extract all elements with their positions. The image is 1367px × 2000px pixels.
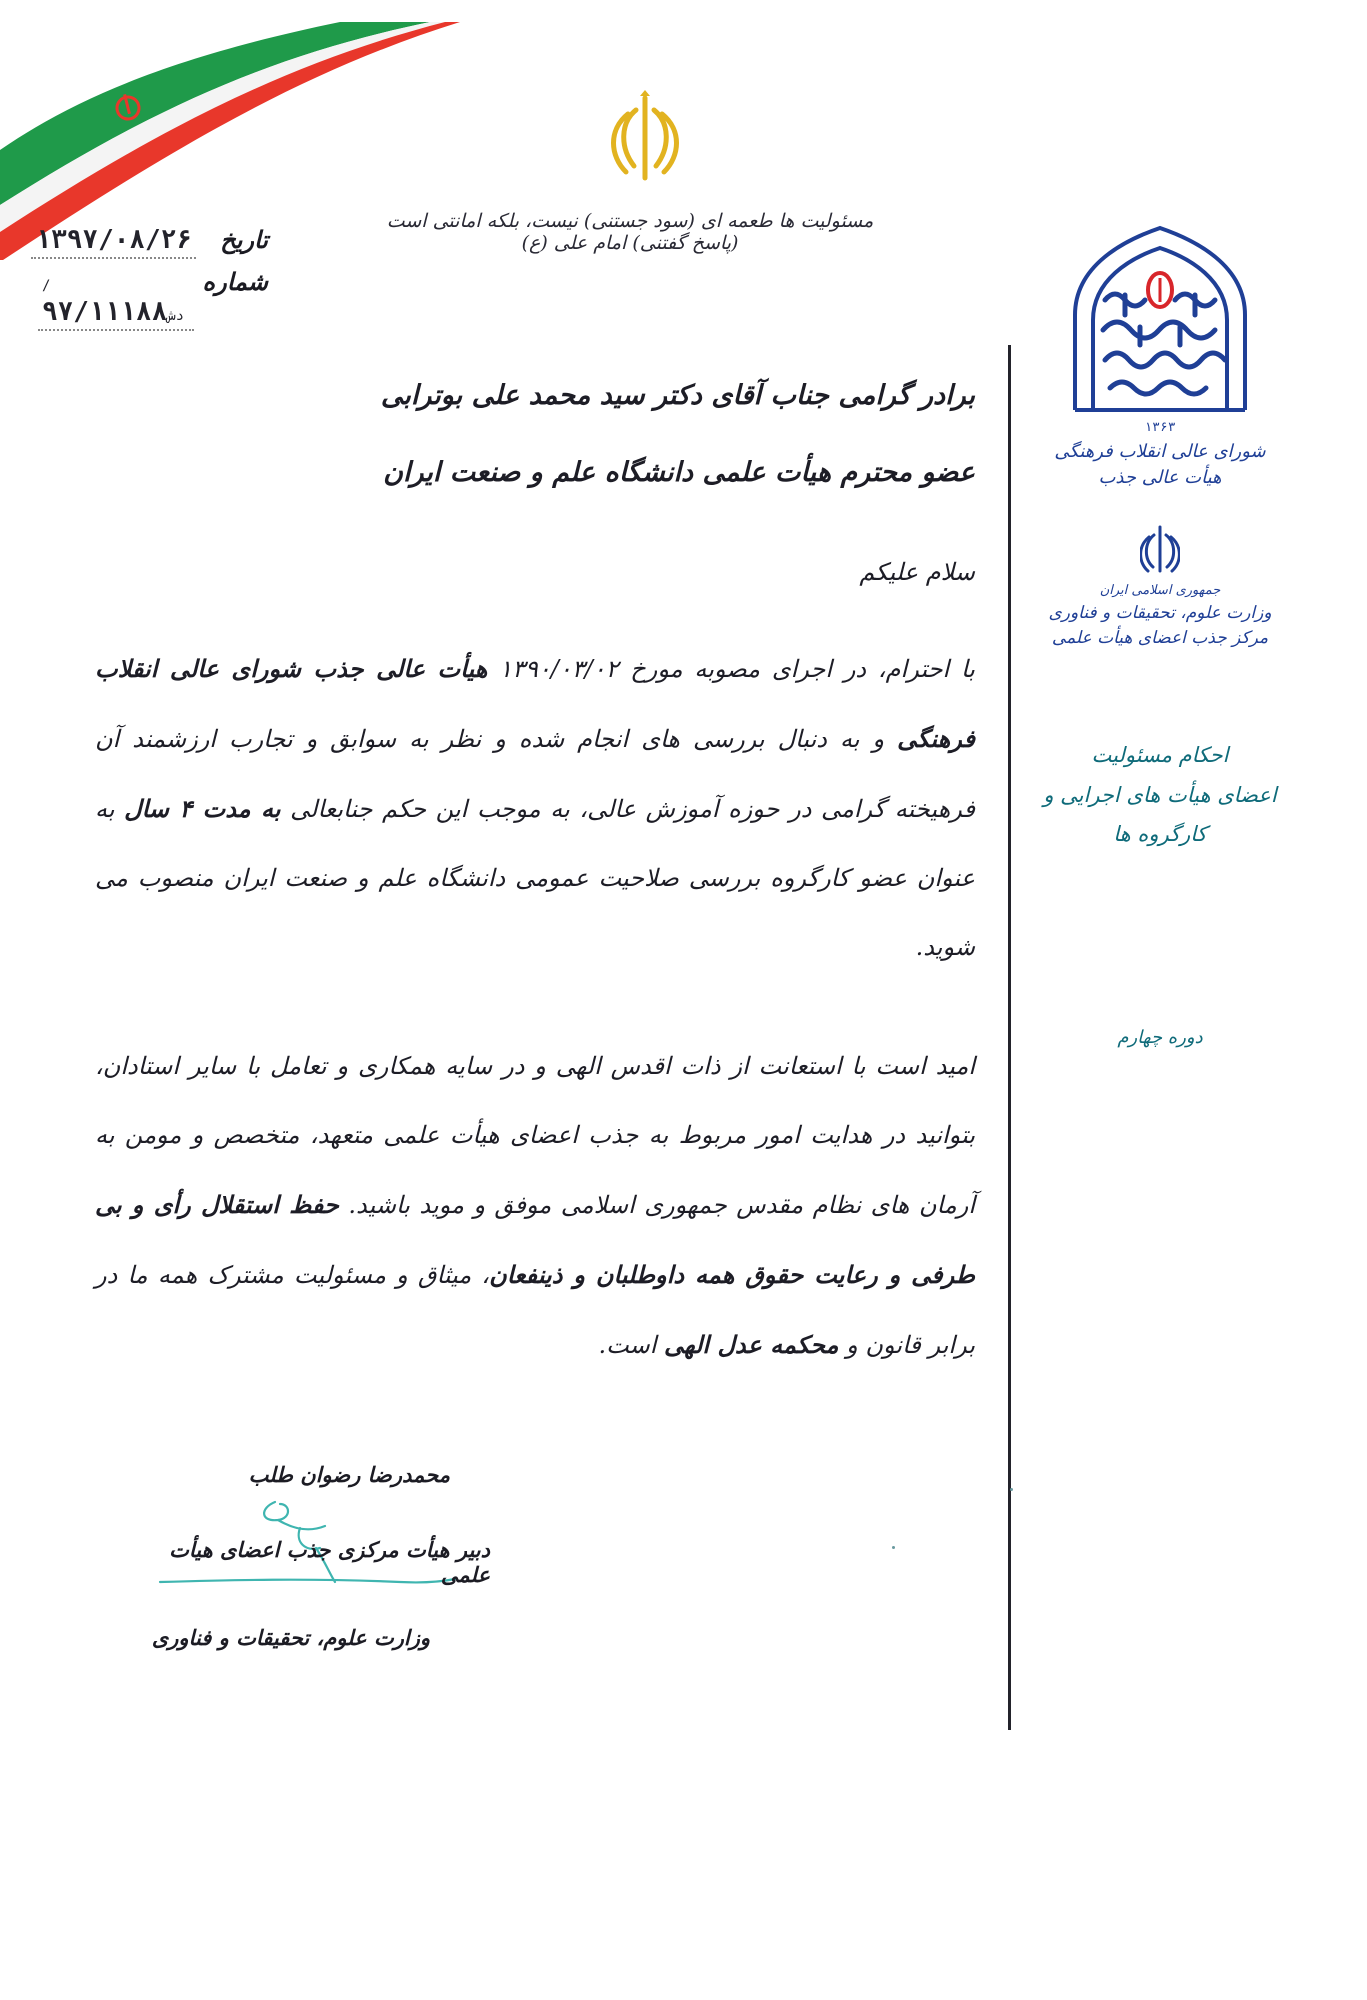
council-name — [1030, 439, 1290, 491]
letter-meta — [35, 225, 268, 339]
number-digits: ۹۷/۱۱۱۸۸ — [42, 297, 168, 327]
scan-speck — [892, 1546, 895, 1549]
salutation: برادر گرامی جناب آقای دکتر سید محمد علی بوترابی — [380, 380, 975, 411]
p2-emphasis-justice: محکمه عدل الهی — [664, 1330, 839, 1359]
ministry-line2: وزارت علوم، تحقیقات و فناوری — [1048, 602, 1272, 623]
date-label: تاریخ — [220, 225, 268, 254]
header-motto: مسئولیت ها طعمه ای (سود جستنی) نیست، بلکه امانتی است (پاسخ گفتنی) امام علی (ع) — [386, 210, 874, 254]
council-name-line1: شورای عالی انقلاب فرهنگی — [1054, 441, 1266, 462]
signatory-title: دبیر هیأت مرکزی جذب اعضای هیأت علمی — [169, 1537, 490, 1587]
sidebar — [1030, 220, 1290, 1048]
p2-text-c: ، میثاق و مسئولیت مشترک همه ما در برابر قانون و — [95, 1261, 975, 1359]
council-name-line2: هیأت عالی جذب — [1098, 467, 1222, 489]
date-row — [35, 225, 268, 259]
sidebar-title-line2: اعضای هیأت های اجرایی و کارگروه ها — [1043, 782, 1277, 847]
letter-body — [95, 380, 975, 1430]
p1-text-c: و به دنبال بررسی های انجام شده و نظر به سوابق و تجارب ارزشمند آن فرهیخته گرامی در حوزه آموزش عالی، به موجب این حکم جنابعالی — [95, 725, 976, 823]
p1-emphasis-council: هیأت عالی جذب شورای عالی انقلاب فرهنگی — [95, 654, 975, 753]
council-year: ۱۳۶۳ — [1144, 420, 1176, 435]
council-logo-icon — [1065, 220, 1255, 420]
p2-text-e: است. — [598, 1331, 665, 1359]
p1-emphasis-term: به مدت ۴ سال — [124, 794, 281, 823]
sidebar-term: دوره چهارم — [1117, 1027, 1203, 1049]
signatory-name: محمدرضا رضوان طلب — [248, 1462, 450, 1487]
scan-speck — [1010, 1488, 1013, 1491]
paragraph-1 — [95, 634, 975, 982]
emblem-icon — [610, 88, 680, 188]
p2-text-a: امید است با استعانت از ذات اقدس الهی و در سایه همکاری و تعامل با سایر استادان، بتوانید در هدایت امور مربوط به جذب اعضای هیأت علمی متعهد، متخصص و مومن به آرمان های نظام مقدس جمهوری اسلامی موفق و موید باشید. — [95, 1052, 975, 1219]
ministry-line1: جمهوری اسلامی ایران — [1099, 583, 1221, 599]
ministry-line3: مرکز جذب اعضای هیأت علمی — [1051, 628, 1269, 649]
number-suffix: /دش — [42, 278, 185, 324]
number-value — [38, 267, 194, 331]
recipient-title: عضو محترم هیأت علمی دانشگاه علم و صنعت ایران — [383, 457, 975, 488]
p1-text-e: به عنوان عضو کارگروه بررسی صلاحیت عمومی دانشگاه علم و صنعت ایران منصوب می شوید. — [95, 795, 975, 961]
p2-emphasis-independence: حفظ استقلال رأی و بی طرفی و رعایت حقوق همه داوطلبان و ذینفعان — [95, 1190, 975, 1289]
number-row — [38, 267, 268, 331]
number-label: شماره — [202, 267, 268, 296]
sidebar-title — [1030, 736, 1290, 856]
ministry-emblem-icon — [1140, 523, 1180, 575]
ministry-block — [1030, 581, 1290, 652]
paragraph-2 — [95, 1032, 975, 1380]
signatory-ministry: وزارت علوم، تحقیقات و فناوری — [151, 1625, 430, 1650]
signature-block — [130, 1462, 490, 1650]
date-value: ۱۳۹۷/۰۸/۲۶ — [31, 225, 196, 259]
sidebar-title-line1: احکام مسئولیت — [1091, 742, 1229, 767]
sidebar-divider — [1008, 345, 1011, 1730]
p1-text-a: با احترام، در اجرای مصوبه مورخ ۱۳۹۰/۰۳/۰۲ — [487, 655, 975, 683]
greeting: سلام علیکم — [859, 558, 975, 586]
